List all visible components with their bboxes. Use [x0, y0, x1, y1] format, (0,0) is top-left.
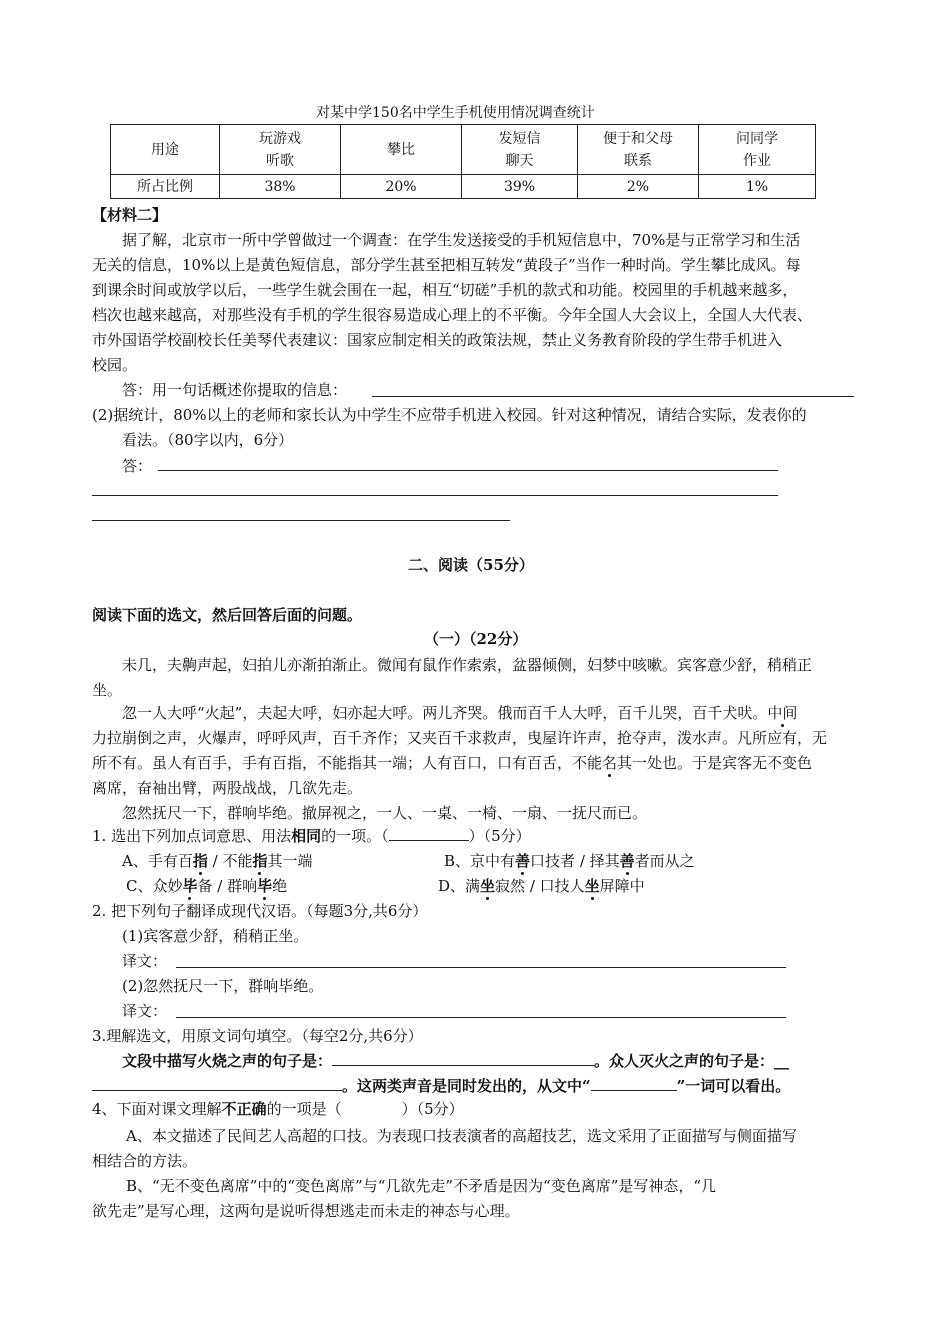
- sentence: (2)忽然抚尺一下，群响毕绝。: [122, 977, 324, 995]
- material2-line: 无关的信息，10%以上是黄色短信息，部分学生甚至把相互转发“黄段子”当作一种时尚。学生攀比成风。每: [92, 256, 801, 274]
- option-b-line: 欲先走”是写心理，这两句是说听得想逃走而未走的神态与心理。: [92, 1202, 520, 1220]
- option-a-line: 相结合的方法。: [92, 1152, 198, 1170]
- answer-line[interactable]: [92, 495, 778, 496]
- passage-line: 未几，夫齁声起，妇拍儿亦渐拍渐止。微闻有鼠作作索索，盆器倾侧，妇梦中咳嗽。宾客意少舒，稍稍正: [122, 656, 813, 674]
- table-row: [111, 125, 816, 175]
- table-cell: 38%: [220, 175, 341, 199]
- question-4-stem: 4、下面对课文理解不正确的一项是（ ）（5分）: [92, 1100, 464, 1118]
- translation-label: 译文：: [122, 1002, 168, 1020]
- table-cell: 问同学 作业: [699, 125, 816, 175]
- question-2-line: (2)据统计，80%以上的老师和家长认为中学生不应带手机进入校园。针对这种情况，请结合实际，发表你的: [92, 406, 807, 424]
- answer-line[interactable]: [372, 396, 854, 397]
- material2-line: 到课余时间或放学以后，一些学生就会围在一起，相互“切磋”手机的款式和功能。校园里的手机越来越多，: [92, 281, 798, 299]
- material2-line: 市外国语学校副校长任美琴代表建议：国家应制定相关的政策法规，禁止义务教育阶段的学生带手机进入: [92, 331, 783, 349]
- table-cell: 2%: [578, 175, 699, 199]
- option-c[interactable]: C、众妙毕备 / 群响毕绝: [126, 877, 288, 895]
- table-row-label: 所占比例: [111, 175, 220, 199]
- fill-line-2: 。这两类声音是同时发出的，从文中“ ”一词可以看出。: [92, 1074, 790, 1098]
- option-b[interactable]: B、京中有善口技者 / 择其善者而从之: [444, 852, 695, 870]
- option-a-line: A、本文描述了民间艺人高超的口技。为表现口技表演者的高超技艺，选文采用了正面描写与侧面描写: [126, 1127, 797, 1145]
- part-title: （一）（22分）: [424, 630, 528, 648]
- table-cell: 攀比: [341, 125, 462, 175]
- option-a[interactable]: A、手有百指 / 不能指其一端: [122, 852, 313, 870]
- fill-blank[interactable]: [332, 1065, 594, 1066]
- answer-line[interactable]: [92, 520, 510, 521]
- answer-label: 答：: [122, 457, 153, 475]
- option-d[interactable]: D、满坐寂然 / 口技人坐屏障中: [438, 877, 645, 895]
- table-cell: 20%: [341, 175, 462, 199]
- sentence: (1)宾客意少舒，稍稍正坐。: [122, 927, 309, 945]
- translation-line[interactable]: [176, 967, 786, 968]
- material2-heading: 【材料二】: [92, 206, 168, 224]
- table-cell: 39%: [462, 175, 578, 199]
- answer-prompt: 答：用一句话概述你提取的信息：: [122, 381, 348, 399]
- choice-blank[interactable]: [389, 840, 469, 841]
- question-3-stem: 3.理解选文，用原文词句填空。（每空2分,共6分）: [92, 1027, 423, 1045]
- dotted-word: 中间: [767, 704, 798, 722]
- table-row: [111, 175, 816, 199]
- material2-line: 校园。: [92, 356, 138, 374]
- table-cell: 1%: [699, 175, 816, 199]
- question-2t-stem: 2. 把下列句子翻译成现代汉语。（每题3分,共6分）: [92, 902, 428, 920]
- instruction: 阅读下面的选文，然后回答后面的问题。: [92, 606, 363, 624]
- table-title: 对某中学150名中学生手机使用情况调查统计: [316, 105, 595, 121]
- fill-blank[interactable]: [591, 1090, 677, 1091]
- table-cell: 便于和父母 联系: [578, 125, 699, 175]
- dotted-word: 名: [602, 754, 618, 772]
- passage-line: 忽然抚尺一下，群响毕绝。撤屏视之，一人、一桌、一椅、一扇、一抚尺而已。: [122, 804, 648, 822]
- passage-line: 坐。: [92, 681, 123, 699]
- passage-line: 力拉崩倒之声，火爆声，呼呼风声，百千齐作；又夹百千求救声，曳屋许许声，抢夺声，泼水声。凡所应有，无: [92, 729, 828, 747]
- fill-blank[interactable]: [92, 1090, 342, 1091]
- answer-line[interactable]: [158, 470, 778, 471]
- table-cell: 发短信 聊天: [462, 125, 578, 175]
- question-2-line: 看法。（80字以内，6分）: [122, 431, 294, 449]
- table-header-label: 用途: [111, 125, 220, 175]
- survey-table: [110, 124, 816, 199]
- translation-label: 译文：: [122, 952, 168, 970]
- material2-line: 据了解，北京市一所中学曾做过一个调查：在学生发送接受的手机短信息中，70%是与正常学习和生活: [122, 231, 801, 249]
- section-title: 二、阅读（55分）: [408, 556, 534, 574]
- option-b-line: B、“无不变色离席”中的“变色离席”与“几欲先走”不矛盾是因为“变色离席”是写神态，“几: [126, 1177, 717, 1195]
- fill-line-1: 文段中描写火烧之声的句子是： 。众人灭火之声的句子是：__: [122, 1052, 790, 1070]
- translation-line[interactable]: [176, 1017, 786, 1018]
- material2-line: 档次也越来越高，对那些没有手机的学生很容易造成心理上的不平衡。今年全国人大会议上，全国人大代表、: [92, 306, 813, 324]
- passage-line: 忽一人大呼“火起”，夫起大呼，妇亦起大呼。两儿齐哭。俄而百千人大呼，百千儿哭，百千犬吠。中间: [122, 704, 798, 722]
- passage-line: 所不有。虽人有百手，手有百指，不能指其一端；人有百口，口有百舌，不能名其一处也。于是宾客无不变色: [92, 754, 813, 772]
- question-1-stem: 1. 选出下列加点词意思、用法相同的一项。（ ）（5分）: [92, 827, 531, 845]
- table-cell: 玩游戏 听歌: [220, 125, 341, 175]
- passage-line: 离席，奋袖出臂，两股战战，几欲先走。: [92, 779, 363, 797]
